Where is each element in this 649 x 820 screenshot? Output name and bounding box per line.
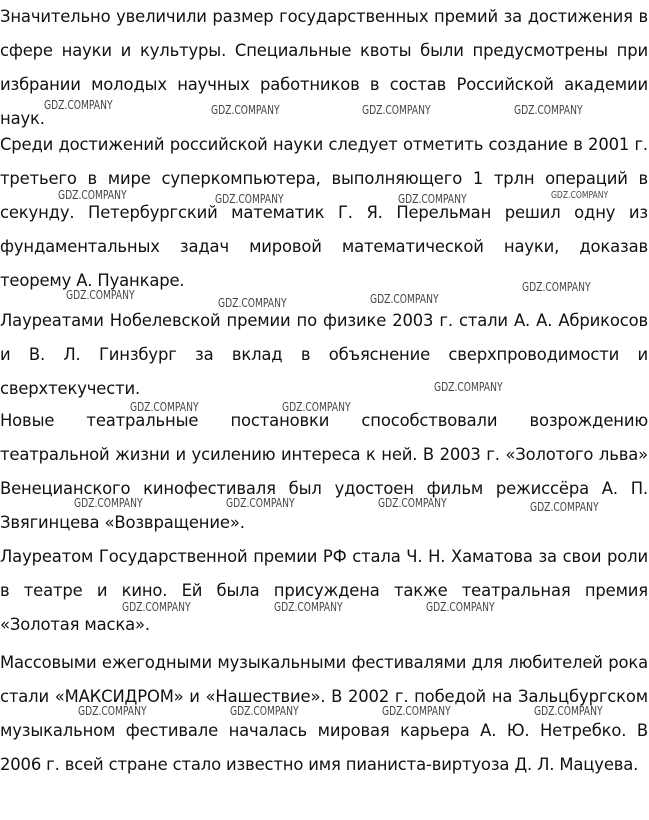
- watermark: GDZ.COMPANY: [282, 400, 351, 414]
- paragraph-science-achievements: Среди достижений российской науки следует отметить создание в 2001 г. третьего в мире суперкомпьютера, выполняющего 1 трлн операций в секунду. Петербургский математик Г. Я. Перельман решил одну из фундаментальных задач мировой математической науки, доказав теорему А. Пуанкаре.: [0, 135, 648, 290]
- watermark: GDZ.COMPANY: [44, 98, 113, 112]
- paragraph-state-prize-khamatova: Лауреатом Государственной премии РФ стала Ч. Н. Хаматова за свои роли в театре и кино. Ей была присуждена также театральная премия «Золотая маска».: [0, 547, 648, 634]
- watermark: GDZ.COMPANY: [362, 103, 431, 117]
- watermark: GDZ.COMPANY: [534, 704, 603, 718]
- watermark: GDZ.COMPANY: [398, 192, 467, 206]
- watermark: GDZ.COMPANY: [370, 292, 439, 306]
- watermark: GDZ.COMPANY: [378, 496, 447, 510]
- watermark: GDZ.COMPANY: [434, 380, 503, 394]
- watermark: GDZ.COMPANY: [58, 188, 127, 202]
- watermark: GDZ.COMPANY: [551, 190, 609, 201]
- watermark: GDZ.COMPANY: [74, 496, 143, 510]
- watermark: GDZ.COMPANY: [215, 192, 284, 206]
- paragraph-music-festivals: Массовыми ежегодными музыкальными фестивалями для любителей рока стали «МАКСИДРОМ» и «Нашествие». В 2002 г. победой на Зальцбургском музыкальном фестивале началась мировая карьера А. Ю. Нетребко. В 2006 г. всей стране стало известно имя пианиста-виртуоза Д. Л. Мацуева.: [0, 653, 648, 774]
- watermark: GDZ.COMPANY: [211, 103, 280, 117]
- paragraph-theatre-cinema: Новые театральные постановки способствовали возрождению театральной жизни и усилению интереса к ней. В 2003 г. «Золотого льва» Венецианского кинофестиваля был удостоен фильм режиссёра А. П. Звягинцева «Возвращение».: [0, 411, 648, 532]
- watermark: GDZ.COMPANY: [130, 400, 199, 414]
- watermark: GDZ.COMPANY: [382, 704, 451, 718]
- watermark: GDZ.COMPANY: [426, 600, 495, 614]
- watermark: GDZ.COMPANY: [530, 500, 599, 514]
- watermark: GDZ.COMPANY: [274, 600, 343, 614]
- watermark: GDZ.COMPANY: [522, 280, 591, 294]
- watermark: GDZ.COMPANY: [218, 296, 287, 310]
- watermark: GDZ.COMPANY: [122, 600, 191, 614]
- watermark: GDZ.COMPANY: [226, 496, 295, 510]
- paragraph-nobel-laureates: Лауреатами Нобелевской премии по физике 2003 г. стали А. А. Абрикосов и В. Л. Гинзбург за вклад в объяснение сверхпроводимости и сверхтекучести.: [0, 311, 648, 398]
- paragraph-state-awards: Значительно увеличили размер государственных премий за достижения в сфере науки и культуры. Специальные квоты были предусмотрены при избрании молодых научных работников в состав Российской академии наук.: [0, 7, 648, 128]
- watermark: GDZ.COMPANY: [230, 704, 299, 718]
- watermark: GDZ.COMPANY: [78, 704, 147, 718]
- watermark: GDZ.COMPANY: [66, 288, 135, 302]
- watermark: GDZ.COMPANY: [514, 103, 583, 117]
